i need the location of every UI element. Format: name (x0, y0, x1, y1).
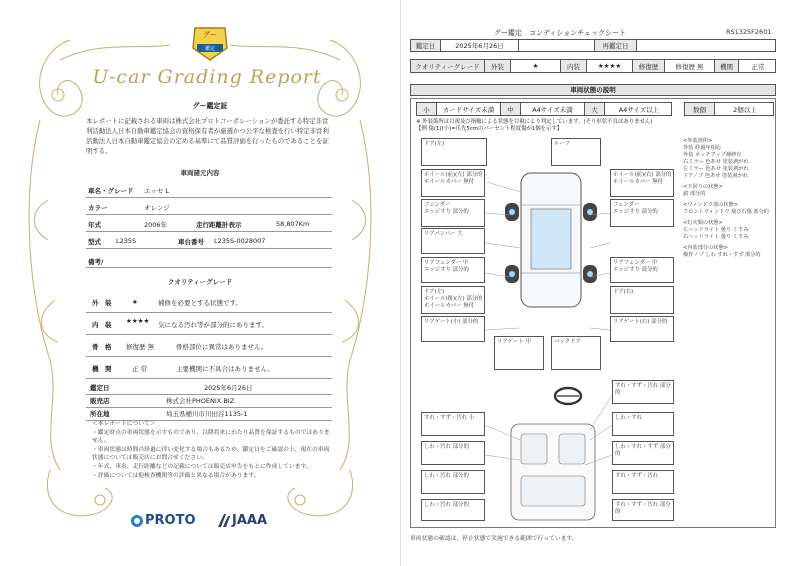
quality-text: 気になる汚れ等が部分的にあります。 (158, 321, 268, 329)
remarks-label: 備考/ (88, 258, 104, 266)
exterior-label: リアゲート 中 (497, 339, 531, 345)
interior-label: しわ・汚れ 部分的 (424, 502, 469, 508)
interior-label: すれ・すず・汚れ 小 (424, 415, 475, 421)
row-year (86, 217, 332, 232)
exterior-label-box (421, 286, 485, 314)
legend-line: 右ヘッドライト 曇り くすみ (683, 234, 749, 240)
year-value: 2006年 (144, 221, 168, 229)
color-value: オレンジ (144, 204, 170, 212)
quality-mark: 正 常 (132, 365, 148, 373)
exterior-label-box (494, 336, 544, 370)
intro-text: 本レポートに記載される車両は株式会社プロトコーポレーションが委託する特定非営利活動法人日本自動車鑑定協会の資格保有者が厳選かつ公平な検査を行い特定非営利活動法人日本自動車鑑定協会の定める基準にて品質評価を行ったものであることを証明する。 (86, 117, 329, 155)
legend-line: 右ミラー 色あせ 塗装剥がれ (683, 159, 749, 165)
size-small-desc: カードサイズ未満 (437, 103, 501, 115)
row-color (86, 200, 332, 215)
row-remarks (86, 251, 332, 268)
exterior-label-box (421, 169, 485, 197)
exterior-label: フェンダー エッジすり 部分的 (613, 202, 658, 215)
goo-badge-icon (191, 22, 229, 62)
date-spacer (519, 40, 595, 51)
quality-row (86, 291, 332, 313)
exterior-label: リアフェンダー 中 エッジすり 部分的 (613, 260, 658, 273)
quality-text: 骨格部位に異常はありません。 (176, 343, 268, 351)
model-value: L235S (116, 237, 137, 245)
note-item: ・鑑定時点の車両状態を示すものであり、以降将来にわたり品質を保証するものではありません。 (92, 429, 330, 445)
condition-legend (683, 138, 775, 259)
header-quality-row (410, 59, 776, 73)
exterior-label: ルーフ (554, 141, 570, 147)
row-address (86, 406, 332, 421)
badge-sub: 鑑定 (199, 45, 221, 52)
proto-logo: PROTO (145, 513, 196, 528)
interior-label-box (612, 380, 674, 404)
interior-label-box (612, 470, 674, 494)
shop-value: 株式会社PHOENIX BIZ (166, 397, 235, 405)
proto-logo-icon (131, 515, 143, 527)
quality-mark: ★★★★ (126, 317, 150, 325)
interior-label: しわ・汚れ 部分的 (424, 473, 469, 479)
interior-label: しわ・すれ (615, 415, 642, 421)
exterior-label: 外装 (485, 60, 511, 72)
exterior-label-box (610, 257, 674, 283)
badge-text: グー (203, 31, 217, 39)
legend-line: 操作ノブ しわ すれ・すず 部分的 (683, 252, 761, 258)
interior-label: しわ・すれ・すず 部分的 (615, 444, 671, 457)
interior-label: すれ・すず・汚れ 部分的 (615, 502, 671, 515)
exterior-label: ドア(左) (424, 141, 445, 147)
document-number: RS1325F2601 (726, 28, 772, 36)
note-item: ・車両状態は時間の経過に伴い変化する場合もあるため、鑑定日をご確認の上、現在の車両状態については販売店にお問合せください。 (92, 446, 330, 462)
exterior-label: リアバンパー 大 (424, 231, 463, 237)
addr-value: 埼玉県桶川市川田谷1135-1 (166, 410, 248, 418)
check-sheet-title: グー鑑定 コンディションチェックシート (493, 29, 627, 37)
exterior-label-box (610, 316, 674, 342)
exterior-label: ドア(左) ホイール(後)(左) 部分的 ホイールカバー 無付 (424, 289, 483, 309)
exterior-label-box (421, 316, 485, 342)
exterior-label-box (421, 228, 485, 254)
jaaa-logo: JAAA (232, 513, 268, 528)
exterior-label: リアフェンダー 中 エッジすり 部分的 (424, 260, 469, 273)
interior-label-box (421, 499, 485, 521)
legend-line: フロントウィンドウ 飛び石傷 部分的 (683, 209, 769, 215)
grade-label: 車名・グレード (88, 187, 134, 195)
date-value: 2025年6月26日 (204, 384, 253, 392)
appraisal-date-label: 鑑定日 (411, 40, 441, 51)
exterior-label: リアゲート(右) 部分的 (613, 319, 668, 325)
exterior-label: ホイール(前)(右) 部分的 ホイールカバー 無付 (613, 172, 672, 185)
exterior-label-box (610, 199, 674, 227)
steering-wheel-icon (553, 386, 583, 406)
exterior-value: ★ (511, 60, 561, 72)
interior-label: 内装 (561, 60, 587, 72)
car-interior-diagram (505, 420, 601, 524)
interior-label-box (421, 412, 485, 436)
repair-label: 修復歴 (633, 60, 665, 72)
size-medium: 中 (501, 103, 521, 115)
report-script-title: U-car Grading Report (92, 66, 322, 88)
quality-row (86, 335, 332, 357)
exterior-label-box (421, 138, 487, 166)
date-label: 鑑定日 (90, 384, 110, 392)
row-grade (86, 183, 332, 198)
quality-text: 主要機関に不具合はありません。 (176, 365, 274, 373)
exterior-label: バックドア (554, 339, 581, 345)
note-item: ・年式、車名、走行距離などの記載については販売店申告をもとに作成しています。 (92, 463, 312, 470)
interior-label-box (612, 499, 674, 521)
mileage-label: 走行距離計表示 (196, 221, 242, 229)
interior-value: ★★★★ (587, 60, 633, 72)
exterior-label: ドア(右) (613, 289, 634, 295)
quality-grade-label: クオリティーグレード (411, 60, 485, 72)
repair-value: 修復歴 無 (665, 60, 715, 72)
grade-value: エッセ L (144, 187, 170, 195)
legend-line: 左ヘッドライト 曇り くすみ (683, 227, 749, 233)
interior-label-box (421, 441, 485, 465)
quality-mark: 修復歴 無 (126, 343, 155, 351)
shop-label: 販売店 (90, 397, 110, 405)
row-model (86, 234, 332, 249)
interior-label-box (612, 412, 674, 436)
legend-line: <下回りの状態> (683, 184, 723, 190)
explanation-title: 車両状態の説明 (410, 84, 776, 96)
exterior-label-box (421, 199, 485, 227)
specs-title: 車両諸元内容 (180, 169, 220, 177)
size-medium-desc: A4サイズ未満 (521, 103, 585, 115)
size-large: 大 (585, 103, 605, 115)
legend-line: <灯火類の状態> (683, 220, 723, 226)
exterior-label: リアゲート(小) 部分的 (424, 319, 479, 325)
model-label: 型式 (88, 238, 101, 246)
jaaa-logo-icon (218, 514, 231, 527)
quality-label: 機 関 (92, 365, 112, 373)
size-small: 小 (417, 103, 437, 115)
legend-line: 外装 経過年相応 (683, 145, 721, 151)
legend-line: ドアノブ 色あせ 塗装剥がれ (683, 173, 748, 179)
engine-value: 正常 (751, 62, 765, 71)
exterior-label: ホイール(前)(左) 部分的 ホイールカバー 無付 (424, 172, 483, 185)
interior-label: しわ・汚れ 部分的 (424, 444, 469, 450)
legend-line: 錆 部分的 (683, 191, 706, 197)
mileage-value: 58,807Km (276, 220, 310, 228)
interior-label-box (421, 470, 485, 494)
exterior-label-box (551, 336, 601, 370)
interior-label-box (612, 441, 674, 465)
legend-line: <ウィンドウ部の状態> (683, 202, 739, 208)
header-date-row (410, 39, 776, 52)
exterior-label-box (551, 138, 601, 166)
quality-label: 外 装 (92, 299, 112, 307)
engine-label: 機関 (715, 60, 739, 72)
appraisal-date-value: 2025年6月26日 (441, 40, 519, 51)
inspection-footnote: 車両状態の確認は、停止状態で実施できる範囲で行っています。 (410, 536, 578, 542)
quality-title: クオリティーグレード (167, 278, 233, 286)
note-heading: ＜本レポートについて＞ (92, 421, 156, 427)
chassis-label: 車台番号 (178, 238, 204, 246)
inspection-notice: ※ 外装箇所は目視及び指触による状態を目視により判定しています。(そり形状不良はありません) 【例 傷(1)(小)=爪先5cmのパーセント程度傷が1個を示す】 (416, 119, 653, 132)
color-label: カラー (88, 204, 108, 212)
exterior-label-box (610, 286, 674, 314)
count-label: 数個 (685, 103, 715, 115)
legend-line: 外装 ネッチアップ補修有 (683, 152, 742, 158)
legend-line: <内装部分の状態> (683, 245, 729, 251)
size-large-desc: A4サイズ以上 (618, 105, 660, 114)
note-item: ・評価については他検査機関等の評価と異なる場合があります。 (92, 472, 260, 479)
exterior-label: フェンダー エッジすり 部分的 (424, 202, 469, 215)
exterior-label-box (421, 257, 485, 283)
car-top-view-diagram (493, 165, 609, 315)
quality-label: 骨 格 (92, 343, 112, 351)
quality-row (86, 313, 332, 335)
interior-label: すれ・すず・汚れ 部分的 (615, 383, 671, 396)
quality-text: 補修を必要とする状態です。 (158, 299, 242, 307)
exterior-label-box (610, 169, 674, 197)
reappraisal-date-label: 再鑑定日 (595, 40, 637, 51)
certificate-title: グー鑑定証 (192, 102, 228, 110)
legend-line: <外装箇所> (683, 138, 713, 144)
count-desc: 2個以上 (733, 105, 757, 114)
year-label: 年式 (88, 221, 101, 229)
interior-label: すれ・すず・汚れ (615, 473, 659, 479)
legend-line: 左ミラー 色あせ 塗装剥がれ (683, 166, 749, 172)
quality-label: 内 装 (92, 321, 112, 329)
quality-row (86, 357, 332, 379)
report-notes (92, 420, 332, 480)
chassis-value: L235S-0028007 (214, 237, 266, 245)
quality-mark: ★ (132, 298, 138, 306)
addr-label: 所在地 (90, 410, 110, 418)
reappraisal-date-value (637, 40, 777, 51)
